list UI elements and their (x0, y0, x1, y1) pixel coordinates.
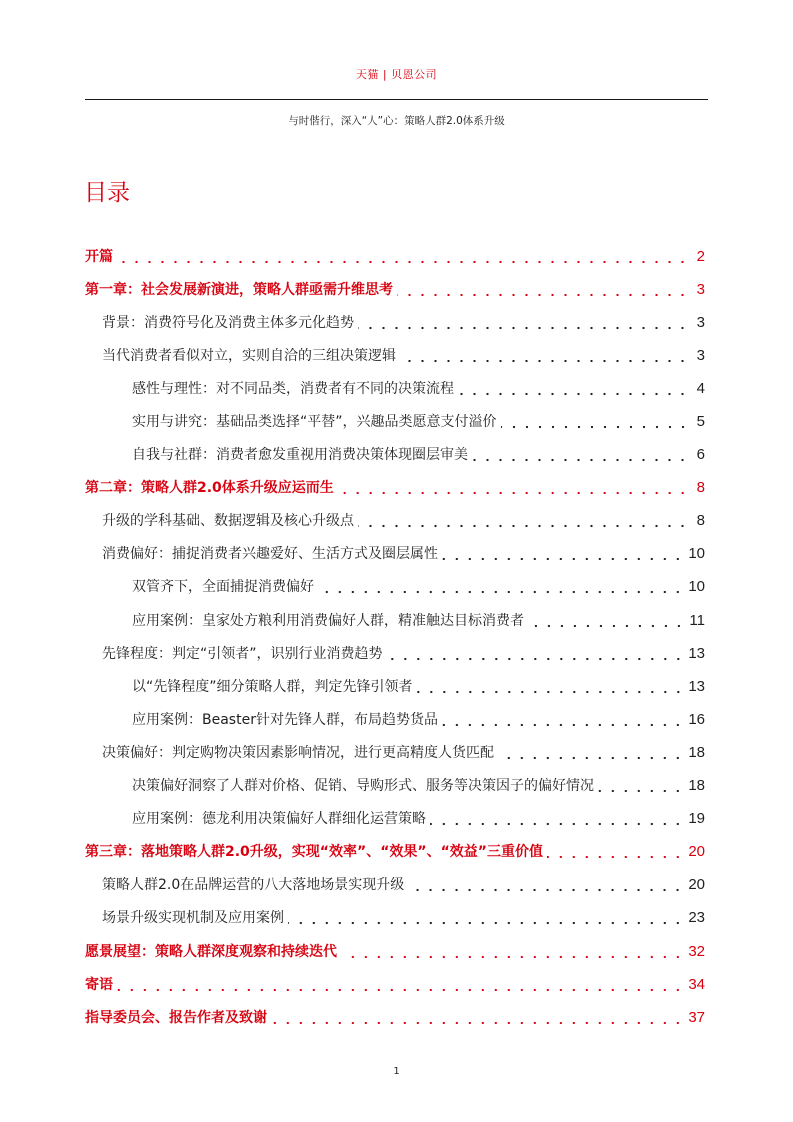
dot-leader (387, 647, 685, 661)
header-subtitle: 与时偕行，深入“人”心：策略人群2.0体系升级 (288, 115, 505, 127)
page-number: 1 (393, 1066, 400, 1077)
toc-entry-page[interactable]: 18 (688, 777, 705, 795)
toc-entry[interactable] (85, 339, 705, 372)
toc-entry-title[interactable]: 愿景展望：策略人群深度观察和持续迭代 (85, 943, 337, 960)
toc-entry-title[interactable]: 先锋程度：判定“引领者”，识别行业消费趋势 (102, 645, 383, 662)
toc-entry-page[interactable]: 13 (688, 677, 705, 695)
toc-entry-title[interactable]: 开篇 (85, 248, 113, 265)
toc-entry-page[interactable]: 13 (688, 644, 705, 662)
toc-entry-title[interactable]: 决策偏好洞察了人群对价格、促销、导购形式、服务等决策因子的偏好情况 (132, 778, 594, 795)
toc-entry[interactable] (85, 571, 705, 604)
toc-entry-title[interactable]: 指导委员会、报告作者及致谢 (85, 1009, 267, 1026)
dot-leader (358, 514, 689, 528)
toc-entry-title[interactable]: 第三章：落地策略人群2.0升级，实现“效率”、“效果”、“效益”三重价值 (85, 844, 544, 861)
toc-entry[interactable] (85, 1001, 705, 1034)
toc-entry-page[interactable]: 5 (696, 413, 705, 431)
table-of-contents (85, 240, 705, 1034)
toc-entry-page[interactable]: 3 (696, 346, 705, 364)
dot-leader (271, 1011, 684, 1025)
toc-entry-title[interactable]: 应用案例：Beaster针对先锋人群，布局趋势货品 (132, 711, 438, 728)
toc-entry[interactable] (85, 803, 705, 836)
dot-leader (442, 713, 684, 727)
toc-entry-title[interactable]: 实用与讲究：基础品类选择“平替”，兴趣品类愿意支付溢价 (132, 414, 497, 431)
toc-entry-title[interactable]: 场景升级实现机制及应用案例 (102, 910, 284, 927)
toc-entry-page[interactable]: 34 (688, 975, 705, 993)
toc-entry-title[interactable]: 策略人群2.0在品牌运营的八大落地场景实现升级 (102, 877, 405, 894)
toc-entry[interactable] (85, 472, 705, 505)
dot-leader (417, 680, 685, 694)
dot-leader (358, 316, 689, 330)
dot-leader (528, 614, 685, 628)
dot-leader (341, 945, 684, 959)
toc-entry-page[interactable]: 11 (689, 611, 705, 629)
toc-entry[interactable] (85, 538, 705, 571)
toc-entry-title[interactable]: 升级的学科基础、数据逻辑及核心升级点 (102, 513, 354, 530)
toc-entry[interactable] (85, 372, 705, 405)
toc-entry-title[interactable]: 应用案例：皇家处方粮利用消费偏好人群，精准触达目标消费者 (132, 612, 524, 629)
toc-entry-page[interactable]: 20 (688, 843, 705, 861)
dot-leader (117, 250, 689, 264)
toc-entry-title[interactable]: 寄语 (85, 976, 113, 993)
dot-leader (501, 415, 689, 429)
toc-entry-page[interactable]: 19 (688, 810, 705, 828)
toc-entry-title[interactable]: 感性与理性：对不同品类，消费者有不同的决策流程 (132, 380, 454, 397)
toc-entry[interactable] (85, 604, 705, 637)
toc-entry-title[interactable]: 自我与社群：消费者愈发重视用消费决策体现圈层审美 (132, 447, 468, 464)
toc-entry-title[interactable]: 以“先锋程度”细分策略人群，判定先锋引领者 (132, 678, 413, 695)
header-divider (85, 99, 708, 100)
toc-entry-page[interactable]: 20 (688, 876, 705, 894)
dot-leader (498, 746, 684, 760)
toc-entry[interactable] (85, 736, 705, 769)
dot-leader (318, 580, 684, 594)
dot-leader (288, 911, 684, 925)
toc-entry[interactable] (85, 836, 705, 869)
toc-entry[interactable] (85, 637, 705, 670)
toc-entry-title[interactable]: 双管齐下，全面捕捉消费偏好 (132, 579, 314, 596)
toc-entry[interactable] (85, 439, 705, 472)
toc-entry[interactable] (85, 902, 705, 935)
toc-entry-page[interactable]: 8 (696, 479, 705, 497)
dot-leader (472, 448, 689, 462)
dot-leader (458, 382, 689, 396)
toc-entry[interactable] (85, 770, 705, 803)
dot-leader (547, 845, 684, 859)
toc-title: 目录 (84, 180, 130, 206)
toc-entry-page[interactable]: 10 (688, 545, 705, 563)
toc-entry-title[interactable]: 消费偏好：捕捉消费者兴趣爱好、生活方式及圈层属性 (102, 546, 438, 563)
toc-entry-title[interactable]: 第一章：社会发展新演进，策略人群亟需升维思考 (85, 281, 393, 298)
toc-entry-page[interactable]: 16 (688, 710, 705, 728)
dot-leader (408, 878, 684, 892)
header-brand: 天猫 | 贝恩公司 (355, 68, 438, 81)
toc-entry-page[interactable]: 10 (688, 578, 705, 596)
dot-leader (117, 978, 684, 992)
toc-entry-page[interactable]: 18 (688, 743, 705, 761)
dot-leader (400, 349, 689, 363)
toc-entry[interactable] (85, 869, 705, 902)
toc-entry-title[interactable]: 背景：消费符号化及消费主体多元化趋势 (102, 314, 354, 331)
toc-entry[interactable] (85, 703, 705, 736)
toc-entry[interactable] (85, 240, 705, 273)
toc-entry[interactable] (85, 670, 705, 703)
toc-entry-page[interactable]: 4 (696, 379, 705, 397)
dot-leader (397, 283, 689, 297)
toc-entry-page[interactable]: 2 (696, 247, 705, 265)
toc-entry[interactable] (85, 505, 705, 538)
toc-entry-page[interactable]: 3 (696, 313, 705, 331)
toc-entry-page[interactable]: 23 (688, 909, 705, 927)
toc-entry-title[interactable]: 当代消费者看似对立，实则自洽的三组决策逻辑 (102, 347, 396, 364)
toc-entry-page[interactable]: 8 (696, 512, 705, 530)
dot-leader (430, 812, 684, 826)
dot-leader (598, 779, 684, 793)
toc-entry[interactable] (85, 968, 705, 1001)
dot-leader (338, 481, 689, 495)
toc-entry[interactable] (85, 306, 705, 339)
toc-entry-title[interactable]: 第二章：策略人群2.0体系升级应运而生 (85, 480, 334, 497)
toc-entry[interactable] (85, 273, 705, 306)
toc-entry-page[interactable]: 3 (696, 280, 705, 298)
toc-entry[interactable] (85, 405, 705, 438)
toc-entry-page[interactable]: 32 (688, 942, 705, 960)
dot-leader (442, 547, 684, 561)
toc-entry-title[interactable]: 决策偏好：判定购物决策因素影响情况，进行更高精度人货匹配 (102, 744, 494, 761)
toc-entry-page[interactable]: 37 (688, 1008, 705, 1026)
toc-entry[interactable] (85, 935, 705, 968)
toc-entry-title[interactable]: 应用案例：德龙利用决策偏好人群细化运营策略 (132, 811, 426, 828)
toc-entry-page[interactable]: 6 (696, 446, 705, 464)
